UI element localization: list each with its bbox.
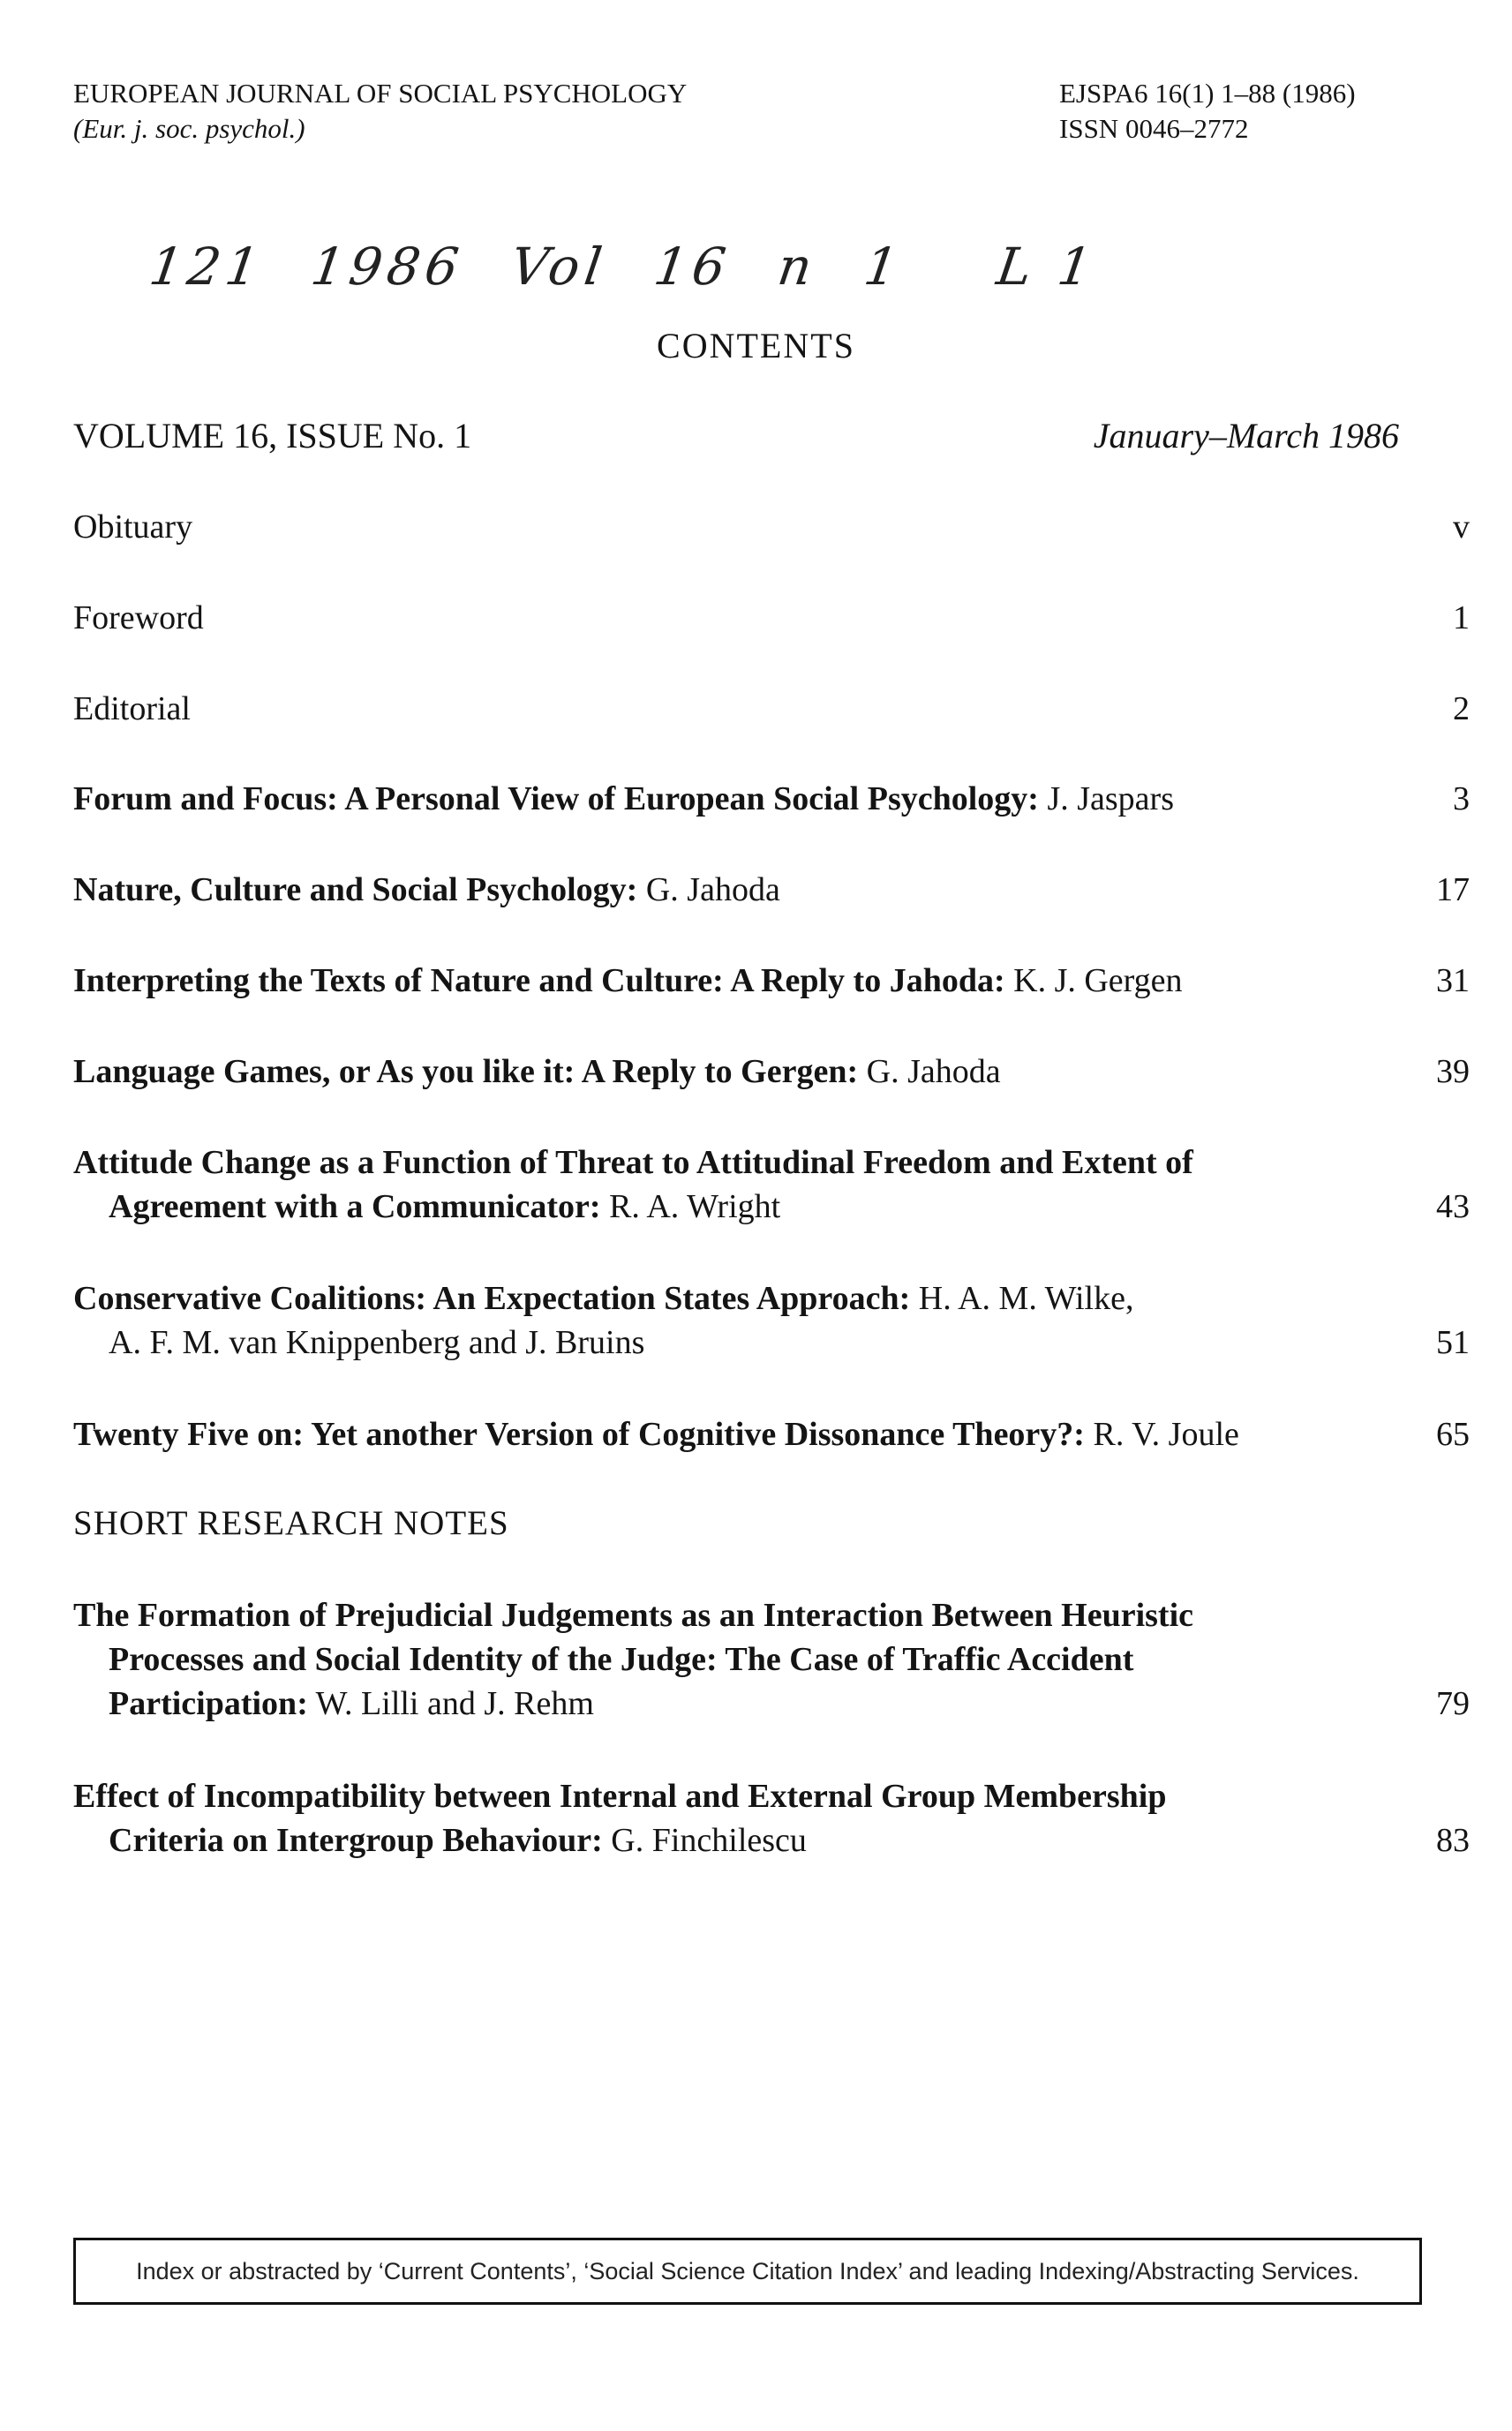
entry-author: K. J. Gergen [1004, 962, 1183, 999]
entry-title: Effect of Incompatibility between Internal and External Group Membership [73, 1778, 1167, 1815]
entry-page: 65 [1436, 1416, 1470, 1453]
toc-entry [73, 1140, 1470, 1229]
journal-header [73, 76, 687, 147]
entry-page: 79 [1436, 1685, 1470, 1722]
entry-page: 31 [1436, 962, 1470, 999]
footer-index-note: Index or abstracted by ‘Current Contents’, ‘Social Science Citation Index’ and leading Indexing/Abstracting Services. [73, 2238, 1422, 2305]
entry-title: Nature, Culture and Social Psychology: [73, 871, 638, 908]
entry-author: H. A. M. Wilke, [910, 1280, 1134, 1317]
entry-page: 51 [1436, 1324, 1470, 1361]
entry-author: R. A. Wright [600, 1188, 781, 1225]
entry-page: 1 [1453, 599, 1470, 636]
entry-author: A. F. M. van Knippenberg and J. Bruins [109, 1324, 645, 1361]
toc-entry [73, 1412, 1470, 1456]
entry-label: Obituary [73, 505, 199, 549]
entry-label: Foreword [73, 596, 211, 640]
volume-date: January–March 1986 [1093, 416, 1399, 455]
entry-title: Interpreting the Texts of Nature and Culture: A Reply to Jahoda: [73, 962, 1005, 999]
entry-page: 83 [1436, 1822, 1470, 1859]
entry-title: Attitude Change as a Function of Threat to Attitudinal Freedom and Extent of [73, 1144, 1193, 1181]
entry-title: Language Games, or As you like it: A Reply to Gergen: [73, 1053, 859, 1090]
entry-title: Participation: [109, 1685, 308, 1722]
entry-author: R. V. Joule [1084, 1416, 1239, 1453]
journal-codes [1059, 76, 1356, 147]
entry-page: 43 [1436, 1188, 1470, 1225]
entry-title: Twenty Five on: Yet another Version of Cognitive Dissonance Theory?: [73, 1416, 1085, 1453]
toc-entry [73, 596, 1470, 640]
entry-title: Criteria on Intergroup Behaviour: [109, 1822, 603, 1859]
volume-label: VOLUME 16, ISSUE No. 1 [73, 416, 472, 455]
entry-page: 39 [1436, 1053, 1470, 1090]
entry-page: 2 [1453, 690, 1470, 727]
entry-page: v [1453, 508, 1470, 546]
journal-name: EUROPEAN JOURNAL OF SOCIAL PSYCHOLOGY [73, 78, 688, 109]
toc-entry [73, 868, 1470, 912]
toc-entry [73, 777, 1470, 821]
toc-entry [73, 959, 1470, 1003]
entry-title: The Formation of Prejudicial Judgements as an Interaction Between Heuristic [73, 1597, 1193, 1634]
toc-entry [73, 1050, 1470, 1094]
entry-author: G. Finchilescu [602, 1822, 807, 1859]
toc-entry [73, 1774, 1470, 1863]
journal-abbrev: (Eur. j. soc. psychol.) [73, 113, 305, 144]
entry-page: 3 [1453, 780, 1470, 817]
short-notes-heading: SHORT RESEARCH NOTES [73, 1504, 509, 1542]
toc-entry [73, 1276, 1470, 1365]
entry-author: G. Jahoda [858, 1053, 1001, 1090]
toc-entry [73, 687, 1470, 731]
handwritten-note-left: 121 1986 Vol 16 n 1 [146, 237, 907, 297]
handwritten-note-right: L 1 [993, 237, 1101, 297]
toc-entry [73, 1593, 1470, 1726]
journal-code: EJSPA6 16(1) 1–88 (1986) [1059, 78, 1356, 109]
entry-label: Editorial [73, 687, 198, 731]
entry-author: W. Lilli and J. Rehm [307, 1685, 594, 1722]
toc-entry [73, 505, 1470, 549]
entry-title: Agreement with a Communicator: [109, 1188, 601, 1225]
entry-author: J. Jaspars [1038, 780, 1174, 817]
entry-author: G. Jahoda [637, 871, 780, 908]
journal-issn: ISSN 0046–2772 [1059, 113, 1249, 144]
entry-title: Processes and Social Identity of the Judge: The Case of Traffic Accident [109, 1641, 1134, 1678]
entry-page: 17 [1436, 871, 1470, 908]
contents-title: CONTENTS [657, 326, 855, 365]
entry-title: Forum and Focus: A Personal View of European Social Psychology: [73, 780, 1039, 817]
entry-title: Conservative Coalitions: An Expectation States Approach: [73, 1280, 911, 1317]
